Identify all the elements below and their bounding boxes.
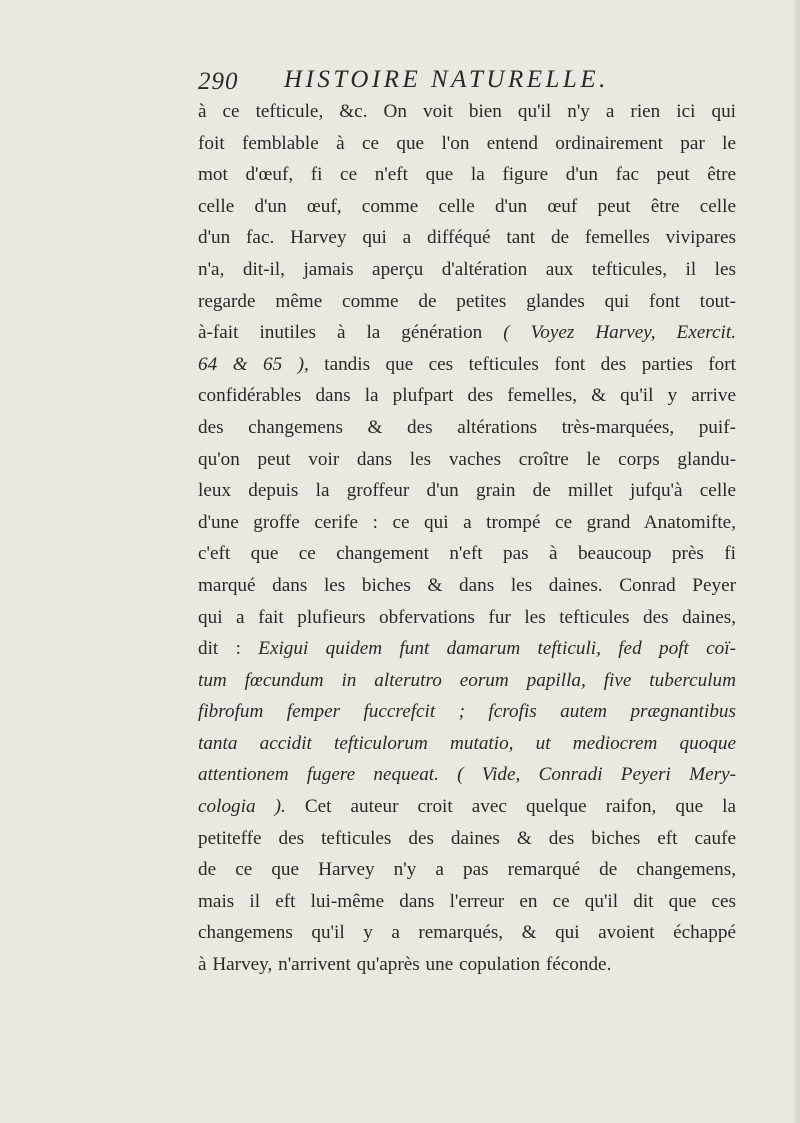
text-line: [198, 412, 736, 444]
text-line: [198, 349, 736, 381]
text-line: [198, 254, 736, 286]
text-line: [198, 191, 736, 223]
text-segment: de ce que Harvey n'y a pas remarqué de changemens,: [198, 859, 736, 881]
text-line: [198, 96, 736, 128]
text-segment: à ce tefticule, &c. On voit bien qu'il n'y a rien ici qui: [198, 101, 736, 122]
text-line: [198, 823, 736, 855]
text-line: [198, 854, 736, 886]
page-number: 290: [198, 68, 239, 95]
text-segment: Cet auteur croit avec quelque raifon, que la: [285, 796, 736, 818]
text-line: [198, 475, 736, 507]
text-segment: leux depuis la groffeur d'un grain de millet jufqu'à celle: [198, 480, 736, 502]
text-segment: c'eft que ce changement n'eft pas à beaucoup près fi: [198, 543, 736, 565]
text-segment: mot d'œuf, fi ce n'eft que la figure d'un fac peut être: [198, 164, 736, 186]
text-line: [198, 791, 736, 823]
text-segment: d'une groffe cerife : ce qui a trompé ce grand Anatomifte,: [198, 511, 736, 533]
text-line: [198, 159, 736, 191]
italic-text: attentionem fugere nequeat. ( Vide, Conradi Peyeri Mery-: [198, 764, 736, 786]
text-segment: des changemens & des altérations très-marquées, puif-: [198, 416, 736, 438]
text-segment: à Harvey, n'arrivent qu'après une copulation féconde.: [198, 954, 612, 976]
text-line: [198, 602, 736, 634]
text-segment: qu'on peut voir dans les vaches croître le corps glandu-: [198, 448, 736, 470]
text-line: [198, 886, 736, 918]
text-line: [198, 128, 736, 160]
text-segment: confidérables dans la plufpart des femelles, & qu'il y arrive: [198, 385, 736, 407]
text-segment: changemens qu'il y a remarqués, & qui avoient échappé: [198, 922, 736, 944]
text-line: [198, 538, 736, 570]
text-line: [198, 507, 736, 539]
text-segment: qui a fait plufieurs obfervations fur les tefticules des daines,: [198, 606, 736, 628]
body-text: [198, 96, 736, 981]
italic-text: Exigui quidem funt damarum tefticuli, fed poft coï-: [258, 638, 736, 660]
page-edge: [794, 0, 800, 1123]
text-segment: tandis que ces tefticules font des parties fort: [308, 353, 736, 375]
text-line: [198, 444, 736, 476]
text-line: [198, 696, 736, 728]
text-line: [198, 949, 736, 981]
text-line: [198, 633, 736, 665]
italic-text: 64 & 65 ),: [198, 353, 309, 375]
running-title: HISTOIRE NATURELLE.: [284, 66, 609, 93]
text-segment: foit femblable à ce que l'on entend ordinairement par le: [198, 132, 736, 154]
text-segment: regarde même comme de petites glandes qui font tout-: [198, 290, 736, 312]
text-segment: celle d'un œuf, comme celle d'un œuf peut être celle: [198, 195, 736, 217]
text-segment: dit :: [198, 638, 259, 660]
text-line: [198, 286, 736, 318]
text-line: [198, 222, 736, 254]
text-segment: d'un fac. Harvey qui a difféqué tant de femelles vivipares: [198, 227, 736, 249]
text-line: [198, 759, 736, 791]
italic-text: cologia ).: [198, 796, 286, 818]
text-segment: mais il eft lui-même dans l'erreur en ce qu'il dit que ces: [198, 890, 736, 912]
italic-text: fibrofum femper fuccrefcit ; fcrofis autem prægnantibus: [198, 701, 736, 723]
text-segment: n'a, dit-il, jamais aperçu d'altération aux tefticules, il les: [198, 258, 736, 280]
italic-text: tanta accidit tefticulorum mutatio, ut mediocrem quoque: [198, 732, 736, 754]
text-segment: à-fait inutiles à la génération: [198, 322, 504, 344]
text-line: [198, 917, 736, 949]
italic-text: ( Voyez Harvey, Exercit.: [503, 322, 736, 344]
text-line: [198, 380, 736, 412]
text-segment: marqué dans les biches & dans les daines. Conrad Peyer: [198, 574, 736, 596]
text-line: [198, 665, 736, 697]
text-line: [198, 317, 736, 349]
text-line: [198, 570, 736, 602]
text-line: [198, 728, 736, 760]
text-segment: petiteffe des tefticules des daines & des biches eft caufe: [198, 827, 736, 849]
page-header: [198, 66, 738, 98]
italic-text: tum fœcundum in alterutro eorum papilla, five tuberculum: [198, 669, 736, 691]
